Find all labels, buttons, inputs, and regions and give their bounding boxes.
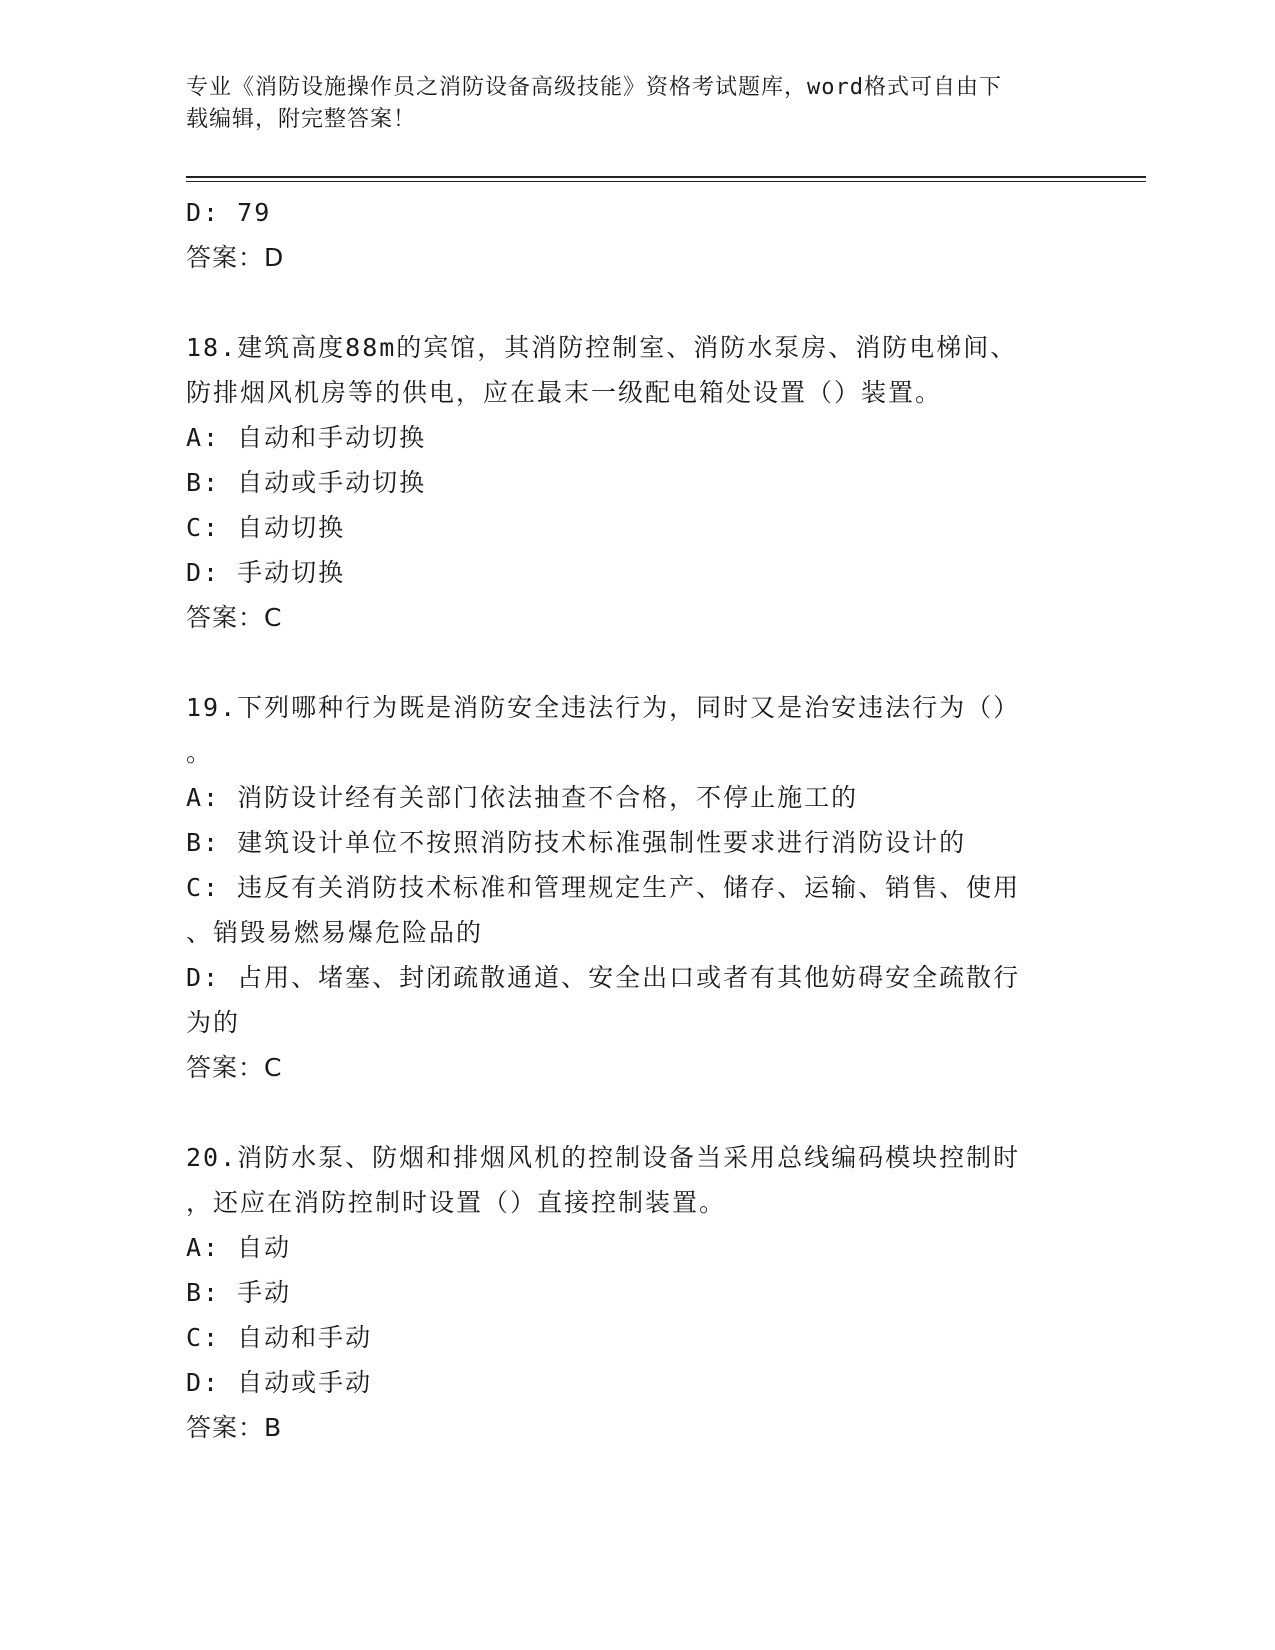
question-19 (186, 685, 1066, 1090)
option-b: B: 手动 (186, 1278, 292, 1307)
option-c: C: 自动切换 (186, 513, 346, 542)
question-text-line: 19.下列哪种行为既是消防安全违法行为，同时又是治安违法行为（） (186, 693, 1021, 722)
question-text-line: 20.消防水泵、防烟和排烟风机的控制设备当采用总线编码模块控制时 (186, 1143, 1021, 1172)
option-b: B: 自动或手动切换 (186, 468, 427, 497)
option-a: A: 消防设计经有关部门依法抽查不合格，不停止施工的 (186, 783, 859, 812)
previous-question-tail (186, 190, 1066, 280)
question-text-line: 18.建筑高度88m的宾馆，其消防控制室、消防水泵房、消防电梯间、 (186, 333, 1018, 362)
option-a: A: 自动和手动切换 (186, 423, 427, 452)
option-c: C: 违反有关消防技术标准和管理规定生产、储存、运输、销售、使用 (186, 873, 1021, 902)
question-20 (186, 1135, 1066, 1450)
option-c: C: 自动和手动 (186, 1323, 373, 1352)
option-d: D: 自动或手动 (186, 1368, 373, 1397)
header-divider-thick (186, 176, 1146, 178)
option-a: A: 自动 (186, 1233, 292, 1262)
option-d: D: 79 (186, 198, 272, 227)
option-b: B: 建筑设计单位不按照消防技术标准强制性要求进行消防设计的 (186, 828, 967, 857)
question-18 (186, 325, 1066, 640)
question-text-line: 防排烟风机房等的供电，应在最末一级配电箱处设置（）装置。 (186, 378, 943, 407)
question-text-line: ，还应在消防控制时设置（）直接控制装置。 (186, 1188, 727, 1217)
page-header (186, 72, 1066, 136)
option-d-continued: 为的 (186, 1008, 241, 1037)
answer: 答案：C (186, 603, 283, 632)
answer: 答案：D (186, 243, 285, 272)
answer: 答案：C (186, 1053, 283, 1082)
option-d: D: 手动切换 (186, 558, 346, 587)
option-d: D: 占用、堵塞、封闭疏散通道、安全出口或者有其他妨碍安全疏散行 (186, 963, 1021, 992)
header-line-2: 载编辑，附完整答案！ (186, 107, 417, 132)
answer: 答案：B (186, 1413, 283, 1442)
header-divider-thin (186, 181, 1146, 182)
header-line-1: 专业《消防设施操作员之消防设备高级技能》资格考试题库，word格式可自由下 (186, 75, 1002, 100)
question-text-line: 。 (186, 738, 214, 767)
question-body (186, 190, 1066, 1450)
option-c-continued: 、销毁易燃易爆危险品的 (186, 918, 484, 947)
